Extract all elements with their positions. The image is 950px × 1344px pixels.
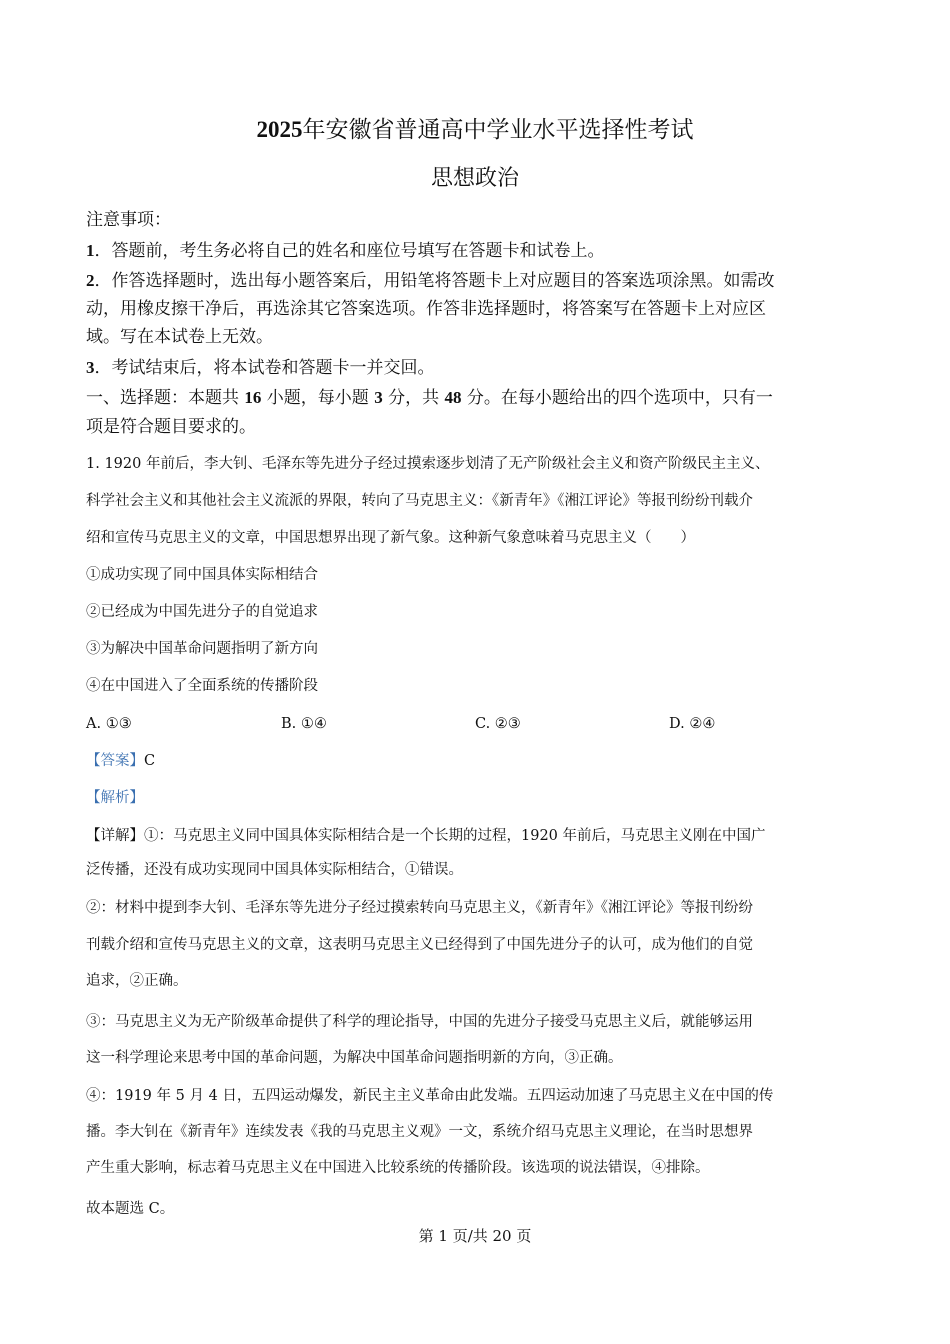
detail-tag: 【详解】	[86, 828, 144, 844]
note-item-2-cont: 域。写在本试卷上无效。	[86, 327, 273, 347]
detail-line: 追求，②正确。	[86, 973, 188, 989]
statement-2: ②已经成为中国先进分子的自觉追求	[86, 604, 318, 620]
statement-3: ③为解决中国革命问题指明了新方向	[86, 641, 318, 657]
answer-tag: 【答案】	[86, 753, 144, 769]
conclusion-line: 故本题选 C。	[86, 1201, 175, 1217]
option-b: B. ①④	[281, 716, 327, 732]
analysis-tag: 【解析】	[86, 790, 144, 806]
note-item-2-cont: 动，用橡皮擦干净后，再选涂其它答案选项。作答非选择题时，将答案写在答题卡上对应区	[86, 299, 766, 319]
section-instructions-cont: 项是符合题目要求的。	[86, 417, 256, 437]
detail-line: ④：1919 年 5 月 4 日，五四运动爆发，新民主主义革命由此发端。五四运动加速了马克思主义在中国的传	[86, 1088, 774, 1104]
question-stem-line: 科学社会主义和其他社会主义流派的界限，转向了马克思主义：《新青年》《湘江评论》等报刊纷纷刊载介	[86, 493, 753, 509]
statement-4: ④在中国进入了全面系统的传播阶段	[86, 678, 318, 694]
detail-line: 【详解】①：马克思主义同中国具体实际相结合是一个长期的过程，1920 年前后，马克思主义刚在中国广	[86, 828, 766, 844]
option-a: A. ①③	[86, 716, 132, 732]
exam-subject: 思想政治	[430, 166, 519, 191]
detail-line: ②：材料中提到李大钊、毛泽东等先进分子经过摸索转向马克思主义，《新青年》《湘江评论》等报刊纷纷	[86, 900, 753, 916]
answer-line	[86, 750, 886, 772]
detail-line: 播。李大钊在《新青年》连续发表《我的马克思主义观》一文，系统介绍马克思主义理论，在当时思想界	[86, 1124, 753, 1140]
detail-line: 产生重大影响，标志着马克思主义在中国进入比较系统的传播阶段。该选项的说法错误，④排除。	[86, 1160, 710, 1176]
question-stem-line: 绍和宣传马克思主义的文章，中国思想界出现了新气象。这种新气象意味着马克思主义（ ）	[86, 530, 695, 546]
note-item-2: 2．作答选择题时，选出每小题答案后，用铅笔将答题卡上对应题目的答案选项涂黑。如需改	[86, 271, 775, 291]
statement-1: ①成功实现了同中国具体实际相结合	[86, 567, 318, 583]
detail-line: 这一科学理论来思考中国的革命问题，为解决中国革命问题指明新的方向，③正确。	[86, 1050, 623, 1066]
option-d: D. ②④	[669, 716, 716, 732]
note-item-3: 3．考试结束后，将本试卷和答题卡一并交回。	[86, 358, 435, 378]
detail-line: 刊载介绍和宣传马克思主义的文章，这表明马克思主义已经得到了中国先进分子的认可，成为他们的自觉	[86, 937, 753, 953]
answer-value: C	[144, 753, 156, 769]
title-year: 2025	[256, 117, 303, 142]
page-number: 第 1 页/共 20 页	[418, 1227, 532, 1245]
question-stem-line: 1. 1920 年前后，李大钊、毛泽东等先进分子经过摸索逐步划清了无产阶级社会主义和资产阶级民主主义、	[86, 456, 770, 472]
detail-line: ③：马克思主义为无产阶级革命提供了科学的理论指导，中国的先进分子接受马克思主义后，就能够运用	[86, 1014, 753, 1030]
notes-heading: 注意事项：	[86, 210, 171, 230]
note-item-1: 1．答题前，考生务必将自己的姓名和座位号填写在答题卡和试卷上。	[86, 241, 605, 261]
section-instructions: 一、选择题：本题共 16 小题，每小题 3 分，共 48 分。在每小题给出的四个选项中，只有一	[86, 388, 773, 408]
detail-line: 泛传播，还没有成功实现同中国具体实际相结合，①错误。	[86, 862, 463, 878]
exam-title	[0, 114, 950, 146]
option-c: C. ②③	[475, 716, 521, 732]
title-text: 年安徽省普通高中学业水平选择性考试	[302, 117, 694, 143]
